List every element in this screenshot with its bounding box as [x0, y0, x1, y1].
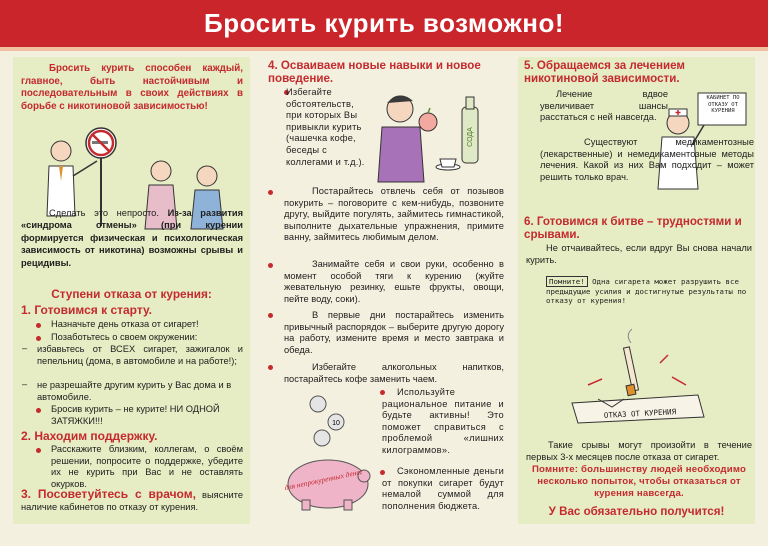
bullet-text: Расскажите близким, коллегам, о своём решении, попросите о поддержке, убедите их не курить при Вас и не оставлять окурков.	[51, 444, 243, 489]
difficulty-text: Сделать это непросто.	[49, 208, 168, 218]
section-4-heading: 4. Осваиваем новые навыки и новое поведение.	[268, 59, 481, 85]
paragraph-relapse-period: Такие срывы могут произойти в течение первых 3-х месяцев после отказа от сигарет.	[526, 440, 752, 462]
column-2	[262, 57, 508, 524]
column-1	[13, 57, 250, 524]
bullet-text: Позаботьтесь о своем окружении:	[51, 332, 198, 342]
withdrawal-text: Из-за развития «синдрома отмены» (при курении формируется физическая и психологическая зависимость от никотина) возможны срывы и рецидивы.	[21, 208, 244, 268]
paragraph-difficulty	[21, 207, 243, 269]
paragraph-avoid: Избегайте обстоятельств, при которых Вы привыкли курить (чашечка кофе, беседы с коллегами и т.д.).	[286, 87, 365, 167]
paragraph-methods: Существуют медикаментозные (лекарственные) и немедикаментозные методы лечения. Какой из них Вам подходит – может решить только врач.	[540, 137, 754, 182]
bullet-text: Бросив курить – не курите! НИ ОДНОЙ ЗАТЯЖКИ!!!	[51, 404, 220, 426]
paragraph-alcohol: Избегайте алкогольных напитков, постарайтесь кофе заменить чаем.	[284, 362, 504, 384]
remember-bubble: Помните!	[546, 276, 588, 287]
final-message: У Вас обязательно получится!	[548, 505, 725, 518]
healthy-habits-illustration	[370, 87, 506, 187]
bottle-label: СОДА	[467, 127, 474, 147]
resolution-label: ОТКАЗ ОТ КУРЕНИЯ	[603, 407, 677, 420]
piggy-bank-illustration	[282, 392, 378, 512]
bullet-text: Назначьте день отказа от сигарет!	[51, 319, 199, 329]
section-6-heading: 6. Готовимся к битве – трудностями и срывами.	[524, 215, 742, 241]
step-2-heading: 2. Находим поддержку.	[21, 429, 158, 443]
bullet	[36, 323, 41, 328]
clinic-sign: КАБИНЕТ ПО ОТКАЗУ ОТ КУРЕНИЯ	[706, 95, 740, 114]
bullet	[36, 336, 41, 341]
column-3	[518, 57, 755, 524]
bullet	[268, 313, 273, 318]
paragraph-relapse: Не отчаивайтесь, если вдруг Вы снова начали курить.	[526, 243, 752, 265]
coin: 10	[332, 420, 340, 427]
paragraph-nutrition: Используйте рациональное питание и будьте активны! Это поможет справиться с проблемой «лишних килограммов».	[382, 387, 504, 455]
bullet	[268, 190, 273, 195]
bullet	[36, 408, 41, 413]
paragraph-treatment: Лечение вдвое увеличивает шансы расстаться с ней навсегда.	[540, 89, 668, 123]
step-1-heading: 1. Готовимся к старту.	[21, 303, 152, 317]
dash-text: не разрешайте другим курить у Вас дома и в автомобиле.	[37, 380, 232, 402]
section-5-heading: 5. Обращаемся за лечением никотиновой зависимости.	[524, 59, 685, 85]
paragraph-savings: Сэкономленные деньги от покупки сигарет будут немалой суммой для пополнения бюджета.	[382, 466, 504, 511]
dash-text: избавьтесь от ВСЕХ сигарет, зажигалок и пепельниц (дома, в автомобиле и на работе!);	[37, 344, 243, 366]
steps-title: Ступени отказа от курения:	[51, 287, 212, 301]
page-title: Бросить курить возможно!	[204, 8, 564, 38]
warning-speech	[546, 277, 750, 306]
title-banner	[0, 0, 768, 51]
paragraph-hands: Занимайте себя и свои руки, особенно в момент особой тяги к курению (жуйте жевательную резинку, ешьте фрукты, овощи, пейте воду, соки).	[284, 259, 504, 304]
dash: –	[22, 379, 28, 389]
piggy-label: для непрокуренных денег	[283, 466, 364, 493]
paragraph-routine: В первые дни постарайтесь изменить привычный распорядок – выберите другую дорогу на работу, измените время и место завтрака и обеда.	[284, 310, 504, 355]
bullet	[268, 365, 273, 370]
bullet	[36, 448, 41, 453]
dash: –	[22, 343, 28, 353]
intro-text: Бросить курить способен каждый, главное, быть настойчивым и последовательным в своих действиях в борьбе с никотиновой зависимостью!	[21, 63, 243, 112]
bullet	[268, 263, 273, 268]
warning-text: Одна сигарета может разрушить все предыдущие усилия и достигнутые результаты по отказу от курения!	[546, 277, 747, 306]
step-3-heading: 3. Посоветуйтесь с врачом,	[21, 487, 196, 501]
step-3-paragraph	[21, 488, 243, 513]
paragraph-distract: Постарайтесь отвлечь себя от позывов покурить – поговорите с кем-нибудь, позвоните другу, выйдите погулять, займитесь гимнастикой, выполните дыхательные упражнения, примите ванну, займитесь любимым делом.	[284, 186, 504, 243]
paragraph-remember: Помните: большинству людей необходимо несколько попыток, чтобы отказаться от курения навсегда.	[531, 464, 747, 499]
step-3-text: выясните наличие кабинетов по отказу от курения.	[21, 490, 243, 512]
